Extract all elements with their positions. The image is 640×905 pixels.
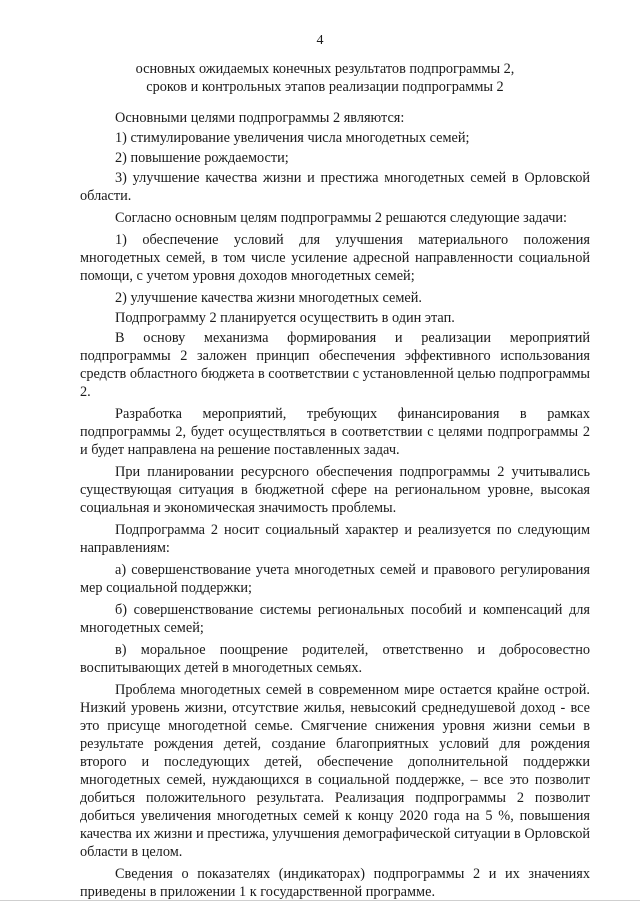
list-item-goal-3: 3) улучшение качества жизни и престижа многодетных семей в Орловской области. [80,170,590,204]
paragraph-problem: Проблема многодетных семей в современном мире остается крайне острой. Низкий уровень жизни, отсутствие жилья, невысокий среднедушевой доход - все это присуще многодетной семье. Смягчение снижения уровня жизни семьи в результате рождения детей, создание благоприятных условий для рождения второго и последующих детей, обеспечение дополнительной поддержки многодетных семей, нуждающихся в социальной поддержке, – все это позволит добиться положительного результата. Реализация подпрограммы 2 позволит добиться увеличения многодетных семей к концу 2020 года на 5 %, повышения качества их жизни и престижа, улучшения демографической ситуации в Орловской области в целом. [80,682,590,860]
paragraph-goals-intro: Основными целями подпрограммы 2 являются: [115,110,405,126]
paragraph-indicators: Сведения о показателях (индикаторах) подпрограммы 2 и их значениях приведены в приложении 1 к государственной программе. [80,866,590,900]
list-item-goal-2: 2) повышение рождаемости; [115,150,289,166]
list-item-goal-1: 1) стимулирование увеличения числа многодетных семей; [115,130,470,146]
paragraph-planning: При планировании ресурсного обеспечения подпрограммы 2 учитывались существующая ситуация в бюджетной сфере на региональном уровне, высокая социальная и экономическая значимость проблемы. [80,464,590,516]
list-item-direction-b: б) совершенствование системы региональных пособий и компенсаций для многодетных семей; [80,602,590,636]
list-item-task-2: 2) улучшение качества жизни многодетных семей. [115,290,422,306]
page-bottom-edge [0,900,640,901]
heading-line: основных ожидаемых конечных результатов подпрограммы 2, [135,61,515,77]
section-heading [80,60,570,96]
paragraph-tasks-intro: Согласно основным целям подпрограммы 2 решаются следующие задачи: [115,210,568,226]
list-item-task-1: 1) обеспечение условий для улучшения материального положения многодетных семей, в том числе усиление адресной направленности социальной помощи, с учетом уровня доходов многодетных семей; [80,232,590,284]
paragraph-development: Разработка мероприятий, требующих финансирования в рамках подпрограммы 2, будет осуществляться в соответствии с целями подпрограммы 2 и будет направлена на решение поставленных задач. [80,406,590,458]
paragraph-directions-intro: Подпрограмма 2 носит социальный характер и реализуется по следующим направлениям: [80,522,590,556]
list-item-direction-c: в) моральное поощрение родителей, ответственно и добросовестно воспитывающих детей в многодетных семьях. [80,642,590,676]
document-body [80,109,590,905]
page-number: 4 [316,33,324,48]
heading-line: сроков и контрольных этапов реализации подпрограммы 2 [146,79,504,95]
list-item-direction-a: а) совершенствование учета многодетных семей и правового регулирования мер социальной поддержки; [80,562,590,596]
paragraph-mechanism: В основу механизма формирования и реализации мероприятий подпрограммы 2 заложен принцип обеспечения эффективного использования средств областного бюджета в соответствии с установленной целью подпрограммы 2. [80,330,590,400]
paragraph-stage: Подпрограмму 2 планируется осуществить в один этап. [115,310,455,326]
